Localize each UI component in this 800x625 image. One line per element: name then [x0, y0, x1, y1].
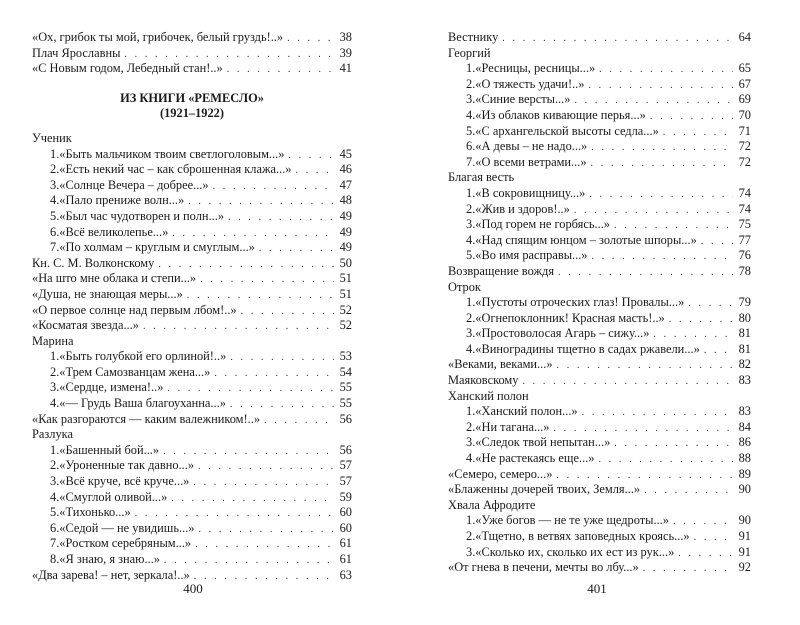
toc-subentry[interactable]: 7. «По холмам – круглым и смуглым...» . . . 49 — [32, 240, 352, 256]
toc-subentry[interactable]: 2. «Трем Самозванцам жена...» . . . 54 — [32, 365, 352, 381]
toc-subentry[interactable]: 6. «Седой — не увидишь...» . . . 60 — [32, 521, 352, 537]
toc-subentry[interactable]: 3. «Сердце, измена!..» . . . 55 — [32, 380, 352, 396]
toc-entry[interactable]: «Два зарева! – нет, зеркала!..» . . . 63 — [32, 568, 352, 584]
toc-entry[interactable]: Вестнику . . . 64 — [448, 30, 751, 46]
toc-subentry[interactable]: 4. «Смуглой оливой...» . . . 59 — [32, 490, 352, 506]
toc-subentry[interactable]: 5. «Тихонько...» . . . 60 — [32, 505, 352, 521]
section-years: (1921–1922) — [159, 106, 224, 121]
toc-subentry[interactable]: 1. «Уже богов — не те уже щедроты...» . . . 90 — [448, 513, 751, 529]
toc-subentry[interactable]: 1. «В сокровищницу...» . . . 74 — [448, 186, 751, 202]
toc-entry[interactable]: «Семеро, семеро...» . . . 89 — [448, 467, 751, 483]
toc-entry[interactable]: «Косматая звезда...» . . . 52 — [32, 318, 352, 334]
toc-entry[interactable]: «Веками, веками...» . . . 82 — [448, 357, 751, 373]
toc-subentry[interactable]: 2. «Жив и здоров!..» . . . 74 — [448, 202, 751, 218]
cycle-title[interactable]: Отрок — [448, 279, 481, 294]
toc-subentry[interactable]: 2. «О тяжесть удачи!..» . . . 67 — [448, 77, 751, 93]
toc-subentry[interactable]: 1. «Ханский полон...» . . . 83 — [448, 404, 751, 420]
toc-subentry[interactable]: 4. «Виноградины тщетно в садах ржавели...» . . . 81 — [448, 342, 751, 358]
toc-subentry[interactable]: 2. «Есть некий час – как сброшенная клажа...» . . . 46 — [32, 162, 352, 178]
toc-subentry[interactable]: 3. «Простоволосая Агарь – сижу...» . . . 81 — [448, 326, 751, 342]
toc-subentry[interactable]: 3. «Солнце Вечера – добрее...» . . . 47 — [32, 178, 352, 194]
toc-entry[interactable]: «Душа, не знающая меры...» . . . 51 — [32, 287, 352, 303]
toc-entry[interactable]: «С Новым годом, Лебедный стан!..» . . . 41 — [32, 61, 352, 77]
cycle-title[interactable]: Марина — [32, 333, 74, 348]
toc-subentry[interactable]: 4. «— Грудь Ваша благоуханна...» . . . 55 — [32, 396, 352, 412]
toc-subentry[interactable]: 1. «Башенный бой...» . . . 56 — [32, 443, 352, 459]
toc-subentry[interactable]: 5. «Во имя расправы...» . . . 76 — [448, 248, 751, 264]
toc-subentry[interactable]: 4. «Пало прениже волн...» . . . 48 — [32, 193, 352, 209]
toc-subentry[interactable]: 7. «Ростком серебряным...» . . . 61 — [32, 536, 352, 552]
page-number-right: 401 — [587, 581, 607, 596]
toc-subentry[interactable]: 1. «Ресницы, ресницы...» . . . 65 — [448, 61, 751, 77]
cycle-title[interactable]: Разлука — [32, 427, 73, 442]
toc-subentry[interactable]: 3. «Синие версты...» . . . 69 — [448, 92, 751, 108]
section-title: ИЗ КНИГИ «РЕМЕСЛО» — [120, 90, 264, 105]
left-page — [32, 30, 352, 583]
toc-subentry[interactable]: 1. «Быть мальчиком твоим светлоголовым...» . . . 45 — [32, 147, 352, 163]
toc-entry[interactable]: Возвращение вождя . . . 78 — [448, 264, 751, 280]
toc-entry[interactable]: «Ох, грибок ты мой, грибочек, белый груздь!..» . . . 38 — [32, 30, 352, 46]
toc-entry[interactable]: «Блаженны дочерей твоих, Земля...» . . . 90 — [448, 482, 751, 498]
toc-subentry[interactable]: 3. «Следок твой непытан...» . . . 86 — [448, 435, 751, 451]
toc-subentry[interactable]: 4. «Из облаков кивающие перья...» . . . 70 — [448, 108, 751, 124]
toc-entry[interactable]: Плач Ярославны . . . 39 — [32, 46, 352, 62]
toc-subentry[interactable]: 8. «Я знаю, я знаю...» . . . 61 — [32, 552, 352, 568]
toc-subentry[interactable]: 1. «Пустоты отроческих глаз! Провалы...» . . . 79 — [448, 295, 751, 311]
cycle-title[interactable]: Хвала Афродите — [448, 497, 536, 512]
toc-subentry[interactable]: 2. «Огнепоклонник! Красная масть!..» . . . 80 — [448, 311, 751, 327]
toc-subentry[interactable]: 4. «Над спящим юнцом – золотые шпоры...» . . . 77 — [448, 233, 751, 249]
toc-subentry[interactable]: 2. «Тщетно, в ветвях заповедных кроясь...» . . . 91 — [448, 529, 751, 545]
toc-subentry[interactable]: 5. «Был час чудотворен и полн...» . . . 49 — [32, 209, 352, 225]
toc-entry[interactable]: «Как разгораются — каким валежником!..» . . . 56 — [32, 412, 352, 428]
toc-subentry[interactable]: 7. «О всеми ветрами...» . . . 72 — [448, 155, 751, 171]
toc-subentry[interactable]: 2. «Ни тагана...» . . . 84 — [448, 420, 751, 436]
toc-subentry[interactable]: 4. «Не растекаясь еще...» . . . 88 — [448, 451, 751, 467]
toc-subentry[interactable]: 1. «Быть голубкой его орлиной!..» . . . 53 — [32, 349, 352, 365]
toc-entry[interactable]: «На што мне облака и степи...» . . . 51 — [32, 271, 352, 287]
toc-entry[interactable]: «О первое солнце над первым лбом!..» . . . 52 — [32, 303, 352, 319]
toc-subentry[interactable]: 6. «Всё великолепье...» . . . 49 — [32, 225, 352, 241]
toc-subentry[interactable]: 3. «Сколько их, сколько их ест из рук...» . . . 91 — [448, 545, 751, 561]
cycle-title[interactable]: Георгий — [448, 45, 491, 60]
toc-subentry[interactable]: 3. «Под горем не горбясь...» . . . 75 — [448, 217, 751, 233]
toc-entry[interactable]: Кн. С. М. Волконскому . . . 50 — [32, 256, 352, 272]
page-number-left: 400 — [183, 581, 203, 596]
right-page — [448, 30, 751, 576]
toc-subentry[interactable]: 3. «Всё круче, всё круче...» . . . 57 — [32, 474, 352, 490]
toc-entry[interactable]: «От гнева в печени, мечты во лбу...» . . . 92 — [448, 560, 751, 576]
cycle-title[interactable]: Благая весть — [448, 170, 515, 185]
toc-subentry[interactable]: 2. «Уроненные так давно...» . . . 57 — [32, 458, 352, 474]
toc-subentry[interactable]: 5. «С архангельской высоты седла...» . . . 71 — [448, 124, 751, 140]
cycle-title[interactable]: Ученик — [32, 130, 72, 145]
toc-subentry[interactable]: 6. «А девы – не надо...» . . . 72 — [448, 139, 751, 155]
section-heading — [32, 91, 352, 122]
cycle-title[interactable]: Ханский полон — [448, 388, 529, 403]
toc-entry[interactable]: Маяковскому . . . 83 — [448, 373, 751, 389]
